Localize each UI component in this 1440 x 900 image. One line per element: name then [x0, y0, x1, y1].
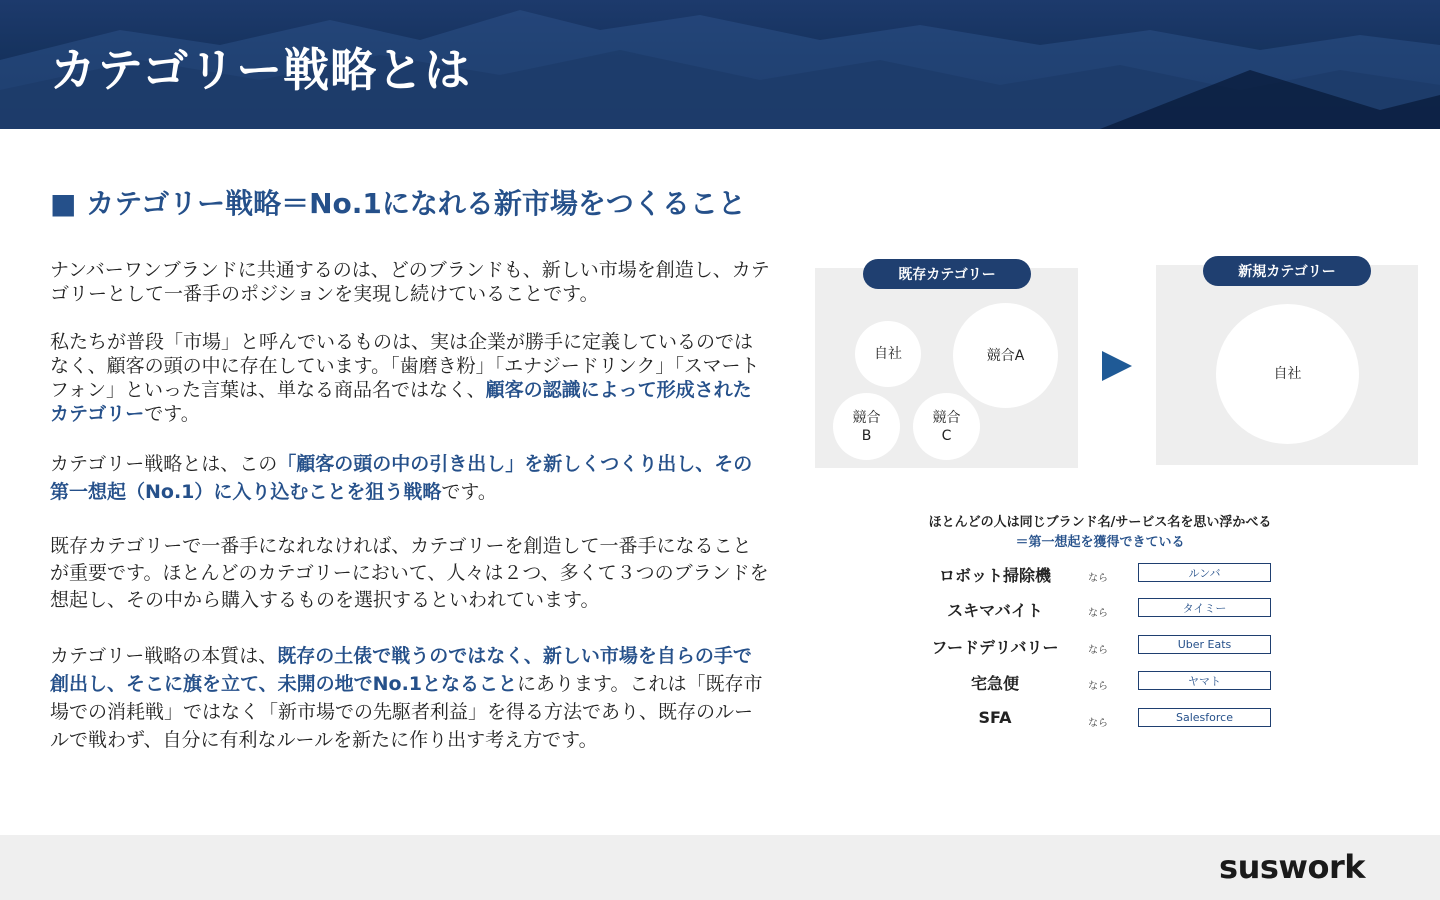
brand-box: タイミー	[1138, 598, 1271, 617]
recall-row	[920, 635, 1280, 659]
recall-caption: ほとんどの人は同じブランド名/サービス名を思い浮かべる	[928, 515, 1272, 530]
paragraph-strategy-definition	[50, 450, 770, 506]
connector-text: なら	[1088, 681, 1108, 692]
paragraph-essence	[50, 642, 770, 754]
self-new-circle: 自社	[1216, 304, 1359, 444]
circle-label: 競合	[852, 409, 881, 426]
header-banner	[0, 0, 1440, 129]
recall-row	[920, 671, 1280, 695]
circle-label: 競合	[932, 409, 961, 426]
paragraph-text: です。	[441, 481, 497, 503]
recall-row	[920, 708, 1280, 732]
category-name: スキマバイト	[947, 601, 1043, 620]
section-heading: ■ カテゴリー戦略＝No.1になれる新市場をつくること	[50, 187, 746, 220]
paragraph-market-definition	[50, 330, 770, 426]
highlight-text: 既存の土俵で戦うのではなく、新しい市場を自らの手で創出し、そこに旗を立て、未開の地でNo.1となること	[50, 645, 752, 695]
paragraph-text: です。	[144, 403, 200, 425]
recall-row	[920, 563, 1280, 587]
competitor-c-circle	[913, 393, 980, 460]
connector-text: なら	[1088, 718, 1108, 729]
paragraph-text: にあります。これは「既存市場での消耗戦」ではなく「新市場での先駆者利益」を得る方法であり、既存のルールで戦わず、自分に有利なルールを新たに作り出す考え方です。	[50, 673, 763, 751]
new-category-label: 新規カテゴリー	[1203, 256, 1371, 286]
circle-label: B	[861, 427, 872, 444]
paragraph-text: カテゴリー戦略とは、この	[50, 453, 278, 475]
highlight-text: 顧客の認識によって形成されたカテゴリー	[50, 379, 752, 425]
circle-label: C	[941, 427, 952, 444]
connector-text: なら	[1088, 645, 1108, 656]
competitor-b-circle	[833, 393, 900, 460]
play-arrow-icon	[1102, 351, 1132, 381]
suswork-logo: suswork	[1219, 848, 1365, 886]
self-circle: 自社	[855, 321, 921, 387]
category-name: ロボット掃除機	[938, 566, 1051, 585]
paragraph-text: 私たちが普段「市場」と呼んでいるものは、実は企業が勝手に定義しているのではなく、顧客の頭の中に存在しています。「歯磨き粉」「エナジードリンク」「スマートフォン」といった言葉は、単なる商品名ではなく、	[50, 331, 760, 401]
connector-text: なら	[1088, 608, 1108, 619]
competitor-a-circle: 競合A	[953, 303, 1058, 408]
existing-category-label: 既存カテゴリー	[863, 259, 1031, 289]
paragraph-intro: ナンバーワンブランドに共通するのは、どのブランドも、新しい市場を創造し、カテゴリーとして一番手のポジションを実現し続けていることです。	[50, 259, 770, 305]
brand-box: ヤマト	[1138, 671, 1271, 690]
recall-row	[920, 598, 1280, 622]
connector-text: なら	[1088, 573, 1108, 584]
category-name: SFA	[978, 708, 1012, 727]
brand-box: Uber Eats	[1138, 635, 1271, 654]
page-title: カテゴリー戦略とは	[50, 43, 472, 97]
category-name: 宅急便	[970, 674, 1019, 693]
category-name: フードデリバリー	[931, 638, 1059, 657]
brand-box: Salesforce	[1138, 708, 1271, 727]
recall-subcaption: ＝第一想起を獲得できている	[1015, 535, 1185, 550]
paragraph-text: カテゴリー戦略の本質は、	[50, 645, 278, 667]
brand-box: ルンバ	[1138, 563, 1271, 582]
paragraph-category-recall: 既存カテゴリーで一番手になれなければ、カテゴリーを創造して一番手になることが重要です。ほとんどのカテゴリーにおいて、人々は２つ、多くて３つのブランドを想起し、その中から購入するものを選択するといわれています。	[50, 535, 769, 611]
highlight-text: 「顧客の頭の中の引き出し」を新しくつくり出し、その第一想起（No.1）に入り込むことを狙う戦略	[50, 453, 753, 503]
